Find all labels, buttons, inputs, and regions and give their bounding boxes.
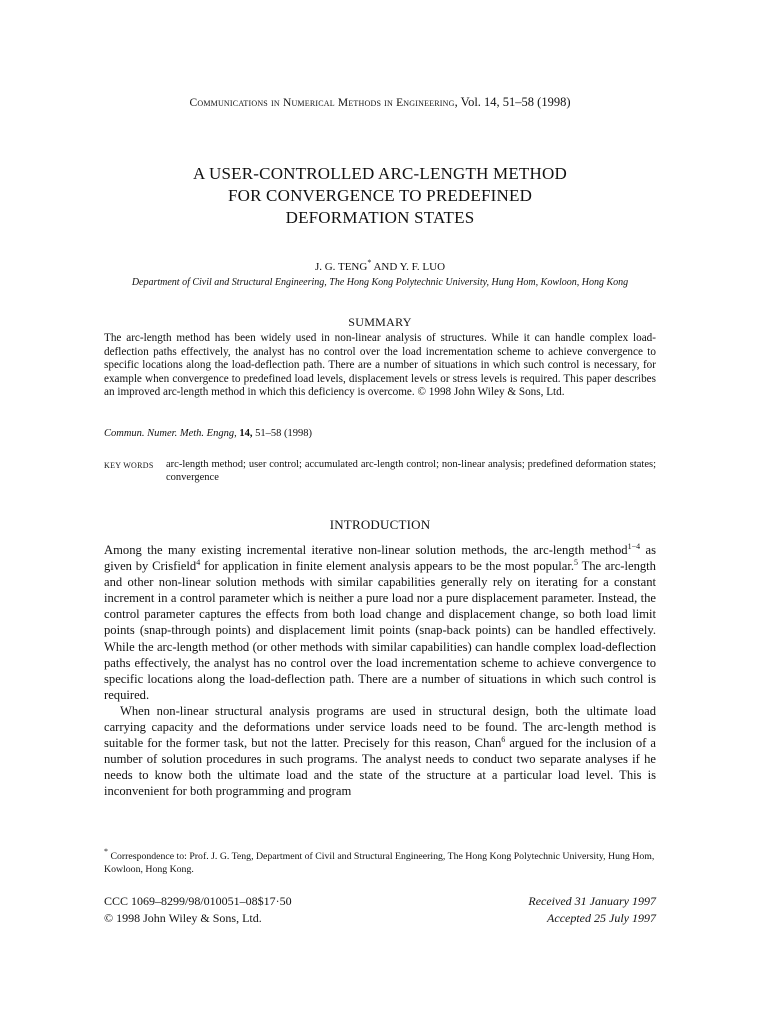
ref-4: 4 <box>196 558 201 568</box>
intro-paragraph-1 <box>104 542 656 703</box>
author-2: Y. F. LUO <box>399 261 446 273</box>
p2-text-b: argued for the inclusion of a number of solution procedures in such programs. The analyst needs to conduct two separate analyses if he needs to know both the ultimate load and the state of the structure at a particular load level. This is inconvenient for both programming and program <box>104 736 656 799</box>
received-date: Received 31 January 1997 <box>528 894 656 908</box>
journal-header: Communications in Numerical Methods in Engineering, Vol. 14, 51–58 (1998) <box>189 95 571 109</box>
p2-text-a: When non-linear structural analysis programs are used in structural design, both the ultimate load carrying capacity and the deformations under service loads need to be found. The arc-length method is suitable for the former task, but not the latter. Precisely for this reason, Chan <box>104 703 656 751</box>
title-line-3: DEFORMATION STATES <box>285 208 475 227</box>
ref-6: 6 <box>501 735 506 745</box>
p1-text-b: as given by Crisfield <box>104 543 656 574</box>
ref-1-4: 1−4 <box>627 542 641 551</box>
journal-volume: Vol. 14, 51–58 (1998) <box>460 95 571 109</box>
accepted-date: Accepted 25 July 1997 <box>547 911 656 925</box>
citation-volume: 14, <box>239 428 253 439</box>
keywords-text: arc-length method; user control; accumulated arc-length control; non-linear analysis; predefined deformation states; convergence <box>166 459 656 483</box>
p1-text-d: The arc-length and other non-linear solution methods with similar capabilities generally rely on iterating for a constant increment in a control parameter which is neither a pure load nor a pure displacement parameter. Instead, the control parameter captures the effects from both load change and displacement change, so both load limit points (snap-through points) and displacement limit points (snap-back points) can be handled effectively. While the arc-length method (or other methods with similar capabilities) can handle complex load-deflection paths effectively, the analyst has no control over the load incrementation scheme to achieve convergence to specific locations along the load-deflection path. There are a number of situations in which such control is required. <box>104 559 656 702</box>
ccc-code: CCC 1069–8299/98/010051–08$17·50 <box>104 894 292 908</box>
title-line-1: A USER-CONTROLLED ARC-LENGTH METHOD <box>193 164 567 183</box>
footnote-text: Correspondence to: Prof. J. G. Teng, Department of Civil and Structural Engineering, The Hong Kong Polytechnic University, Hung Hom, Kowloon, Hong Kong. <box>104 851 655 875</box>
paper-title <box>104 163 656 229</box>
affiliation: Department of Civil and Structural Engineering, The Hong Kong Polytechnic University, Hung Hom, Kowloon, Hong Kong <box>131 277 629 288</box>
ref-5: 5 <box>574 558 579 568</box>
footnote-mark: * <box>104 847 108 856</box>
citation-line <box>104 428 656 439</box>
correspondence-mark: * <box>367 258 372 267</box>
introduction-heading: INTRODUCTION <box>329 517 431 532</box>
author-list <box>104 258 656 273</box>
citation-journal: Commun. Numer. Meth. Engng, <box>104 428 237 439</box>
author-conjunction: AND <box>373 261 398 273</box>
intro-paragraph-2 <box>104 703 656 800</box>
publication-info <box>104 893 404 927</box>
correspondence-footnote <box>104 847 656 876</box>
summary-text: The arc-length method has been widely used in non-linear analysis of structures. While it can handle complex load-deflection paths effectively, the analyst has no control over the load incrementation scheme to achieve convergence to specific locations along the load-deflection path. There are a number of situations in which such control is necessary, for example when convergence to predefined load levels, displacement levels or stress levels is required. This paper describes an improved arc-length method in which this deficiency is overcome. © 1998 John Wiley & Sons, Ltd. <box>104 332 656 398</box>
copyright-line: © 1998 John Wiley & Sons, Ltd. <box>104 911 262 925</box>
p1-text-c: for application in finite element analysis appears to be the most popular. <box>200 559 575 574</box>
p1-text-a: Among the many existing incremental iterative non-linear solution methods, the arc-length method <box>104 543 628 557</box>
author-1: J. G. TENG <box>314 261 368 273</box>
keywords-label: KEY WORDS <box>104 461 154 470</box>
keywords-block <box>104 459 656 484</box>
title-line-2: FOR CONVERGENCE TO PREDEFINED <box>227 186 533 205</box>
journal-name: Communications in Numerical Methods in Engineering <box>189 97 455 109</box>
introduction-body <box>104 542 656 800</box>
dates-info <box>406 893 656 927</box>
citation-pages: 51–58 (1998) <box>255 428 312 439</box>
summary-heading: SUMMARY <box>348 315 412 329</box>
